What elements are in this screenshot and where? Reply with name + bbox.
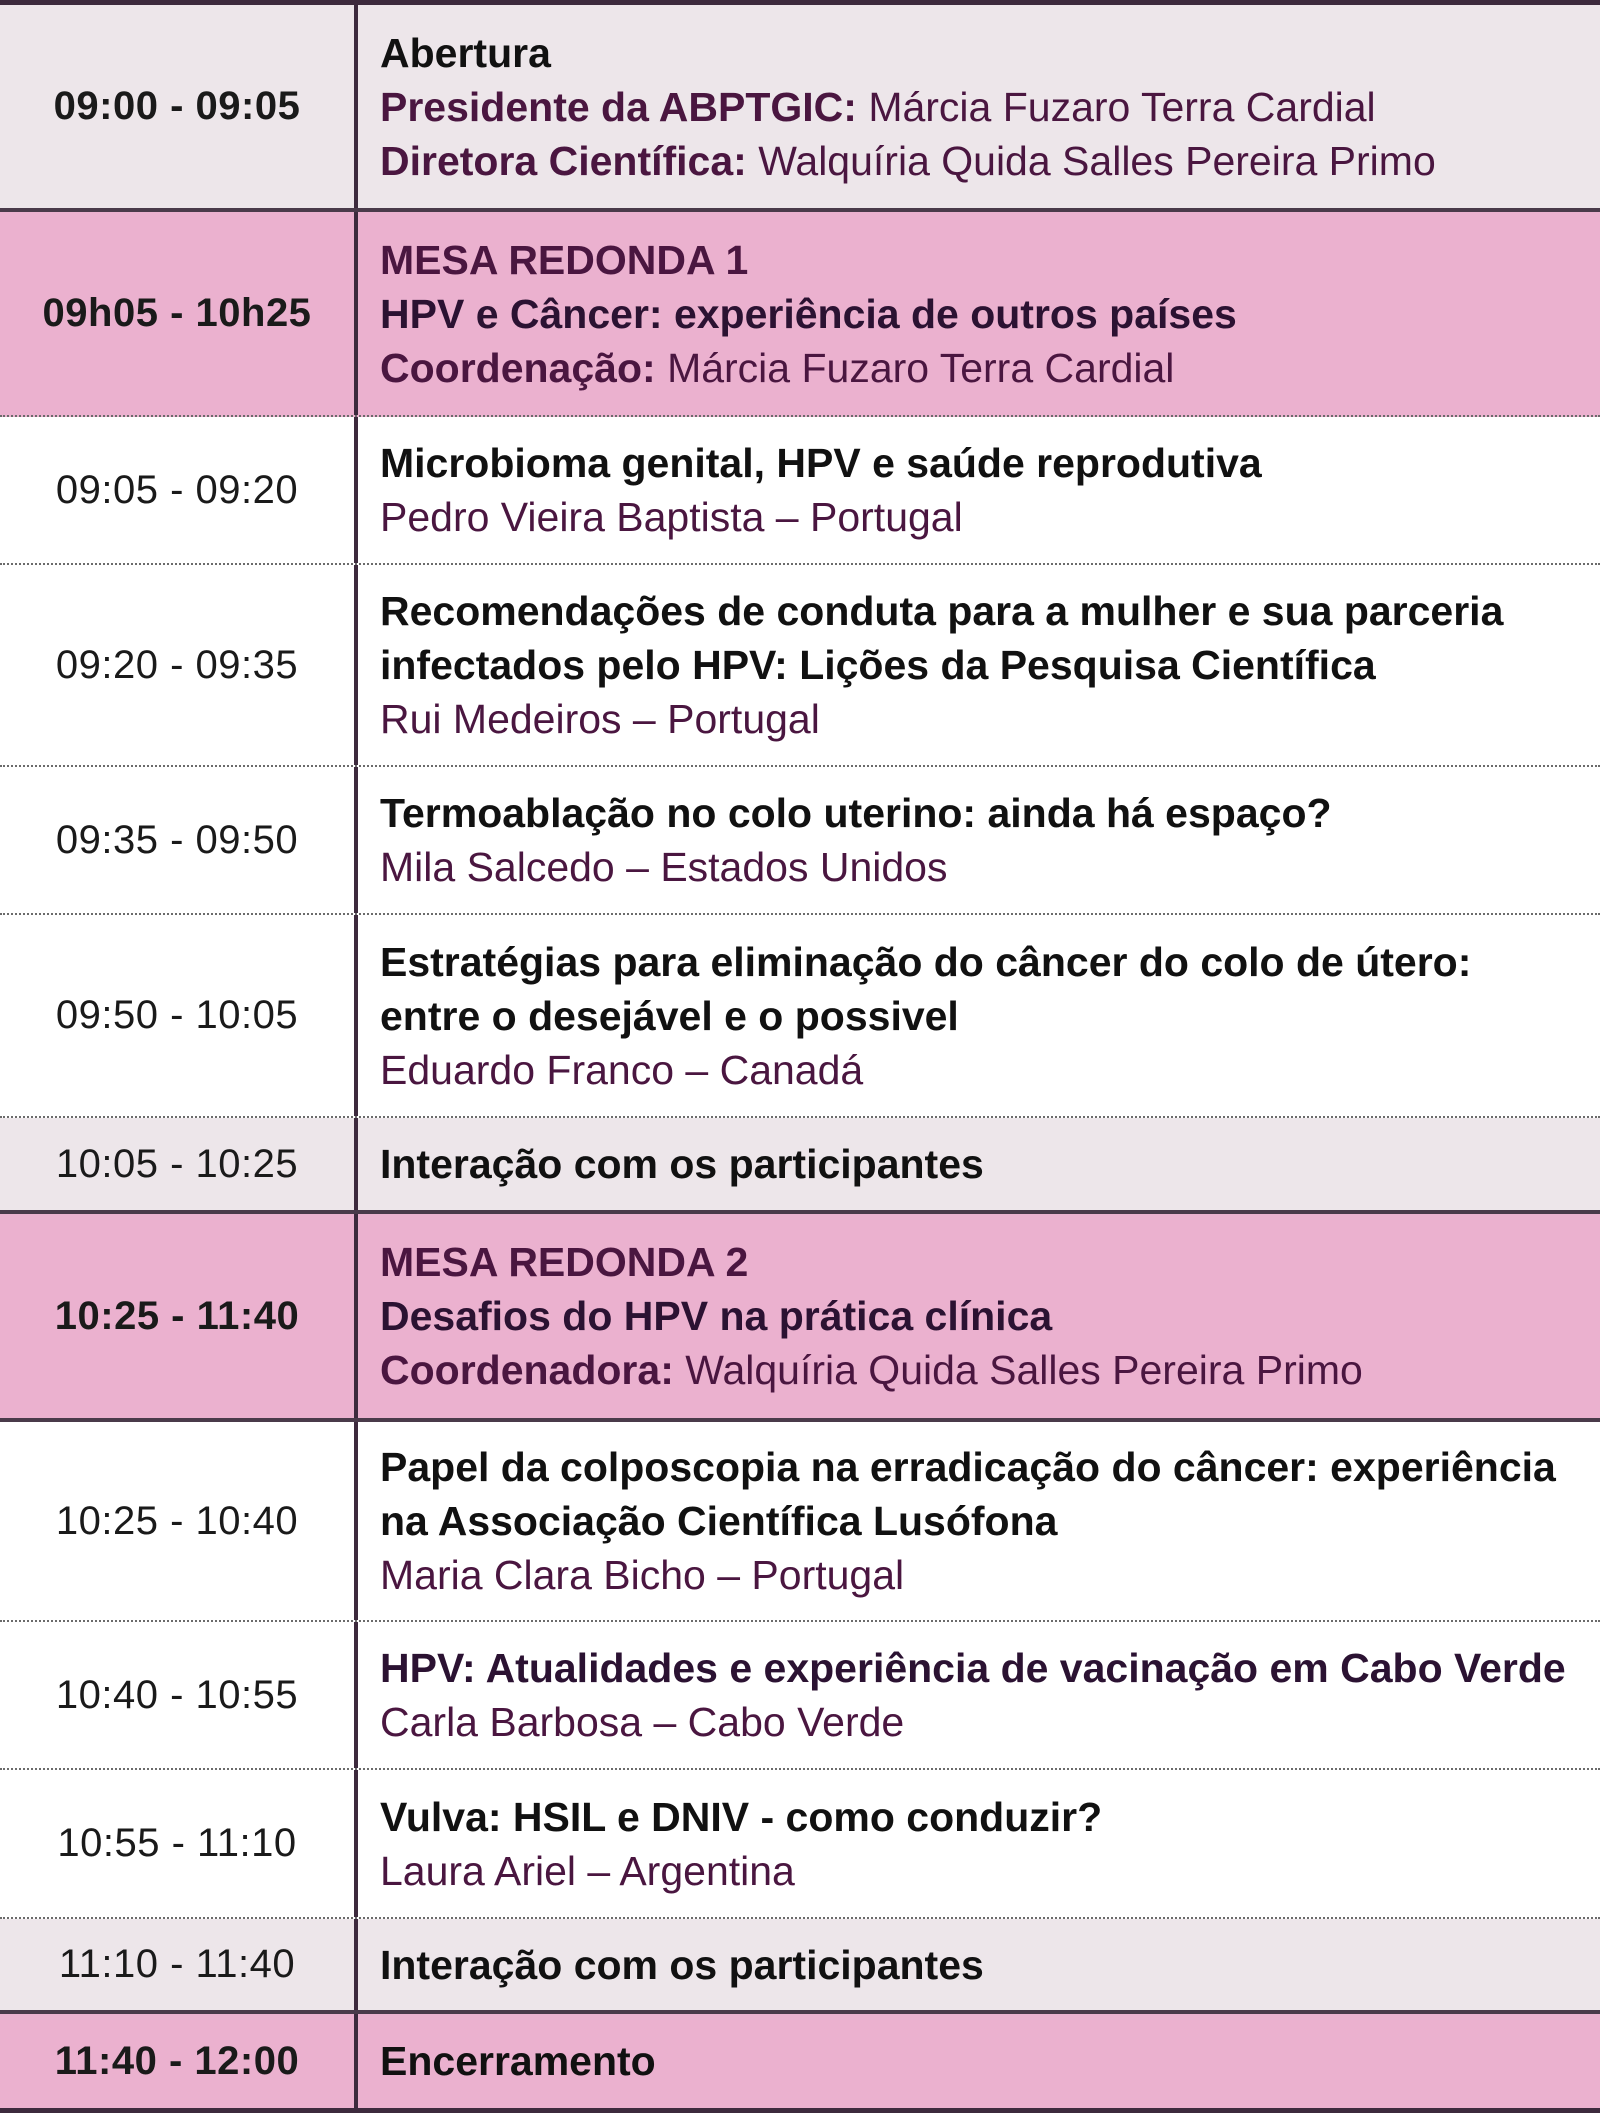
opening-title: Abertura <box>380 29 551 76</box>
talk-content <box>358 767 1600 913</box>
bottom-border <box>0 2108 1600 2113</box>
talk-row <box>0 1422 1600 1622</box>
mesa1-coord-label: Coordenação: <box>380 344 656 391</box>
talk-content <box>358 417 1600 563</box>
mesa2-time: 10:25 - 11:40 <box>54 1293 300 1338</box>
opening-time: 09:00 - 09:05 <box>53 84 301 128</box>
mesa1-coord-name: Márcia Fuzaro Terra Cardial <box>667 344 1175 391</box>
talk-time: 09:35 - 09:50 <box>55 817 299 862</box>
mesa2-row <box>0 1214 1600 1422</box>
talk-speaker: Eduardo Franco – Canadá <box>380 1046 864 1093</box>
director-name: Walquíria Quida Salles Pereira Primo <box>758 137 1436 184</box>
director-line <box>380 134 1590 188</box>
talk-title: na Associação Científica Lusófona <box>380 1498 1058 1544</box>
closing-title: Encerramento <box>380 2038 656 2084</box>
president-line <box>380 80 1590 134</box>
opening-row <box>0 5 1600 212</box>
talk-title: infectados pelo HPV: Lições da Pesquisa Científica <box>380 642 1376 688</box>
interaction1-time: 10:05 - 10:25 <box>55 1141 299 1186</box>
talk-title: Vulva: HSIL e DNIV - como conduzir? <box>380 1793 1103 1840</box>
mesa1-time: 09h05 - 10h25 <box>42 291 312 335</box>
talk-speaker: Mila Salcedo – Estados Unidos <box>380 844 948 890</box>
talk-time: 10:55 - 11:10 <box>57 1821 297 1865</box>
interaction2-row <box>0 1919 1600 2014</box>
talk-title: Papel da colposcopia na erradicação do câncer: experiência <box>380 1444 1556 1490</box>
closing-time: 11:40 - 12:00 <box>54 2038 300 2083</box>
interaction1-title: Interação com os participantes <box>380 1141 984 1187</box>
closing-content <box>358 2014 1600 2108</box>
talk-time: 09:05 - 09:20 <box>55 467 299 512</box>
mesa1-coord-line <box>380 341 1590 395</box>
mesa1-heading: MESA REDONDA 1 <box>380 236 749 283</box>
talk-row <box>0 767 1600 915</box>
talk-title: entre o desejável e o possivel <box>380 992 959 1039</box>
president-name: Márcia Fuzaro Terra Cardial <box>868 83 1376 130</box>
mesa2-coord-name: Walquíria Quida Salles Pereira Primo <box>685 1347 1363 1393</box>
mesa2-content <box>358 1214 1600 1418</box>
mesa1-content <box>358 212 1600 415</box>
talk-speaker: Laura Ariel – Argentina <box>380 1847 795 1894</box>
talk-title: Recomendações de conduta para a mulher e sua parceria <box>380 588 1504 634</box>
talk-time: 09:50 - 10:05 <box>55 993 299 1037</box>
mesa1-title: HPV e Câncer: experiência de outros países <box>380 290 1237 337</box>
talk-content <box>358 1770 1600 1917</box>
talk-speaker: Maria Clara Bicho – Portugal <box>380 1552 905 1598</box>
president-label: Presidente da ABPTGIC: <box>380 83 857 130</box>
interaction1-row <box>0 1118 1600 1214</box>
talk-speaker: Rui Medeiros – Portugal <box>380 696 820 742</box>
talk-row <box>0 565 1600 767</box>
closing-row <box>0 2014 1600 2108</box>
interaction2-title: Interação com os participantes <box>380 1941 984 1988</box>
mesa2-coord-label: Coordenadora: <box>380 1347 674 1393</box>
interaction2-content <box>358 1919 1600 2010</box>
talk-speaker: Pedro Vieira Baptista – Portugal <box>380 494 963 540</box>
director-label: Diretora Científica: <box>380 137 747 184</box>
talk-row <box>0 1622 1600 1770</box>
mesa1-row <box>0 212 1600 417</box>
talk-row <box>0 417 1600 565</box>
interaction1-content <box>358 1118 1600 1210</box>
mesa2-title: Desafios do HPV na prática clínica <box>380 1293 1053 1339</box>
talk-title: Estratégias para eliminação do câncer do colo de útero: <box>380 938 1472 985</box>
talk-speaker: Carla Barbosa – Cabo Verde <box>380 1699 905 1745</box>
talk-title: Microbioma genital, HPV e saúde reprodutiva <box>380 440 1262 486</box>
mesa2-coord-line <box>380 1343 1590 1397</box>
mesa2-heading: MESA REDONDA 2 <box>380 1239 749 1285</box>
talk-title: Termoablação no colo uterino: ainda há espaço? <box>380 790 1332 836</box>
talk-title: HPV: Atualidades e experiência de vacinação em Cabo Verde <box>380 1645 1566 1691</box>
talk-time: 10:40 - 10:55 <box>55 1672 299 1717</box>
opening-content <box>358 5 1600 208</box>
talk-row <box>0 1770 1600 1919</box>
interaction2-time: 11:10 - 11:40 <box>58 1942 296 1986</box>
talk-content <box>358 565 1600 765</box>
talk-content <box>358 915 1600 1116</box>
talk-content <box>358 1422 1600 1620</box>
talk-time: 09:20 - 09:35 <box>55 642 299 687</box>
talk-content <box>358 1622 1600 1768</box>
talk-row <box>0 915 1600 1118</box>
talk-time: 10:25 - 10:40 <box>55 1498 299 1543</box>
